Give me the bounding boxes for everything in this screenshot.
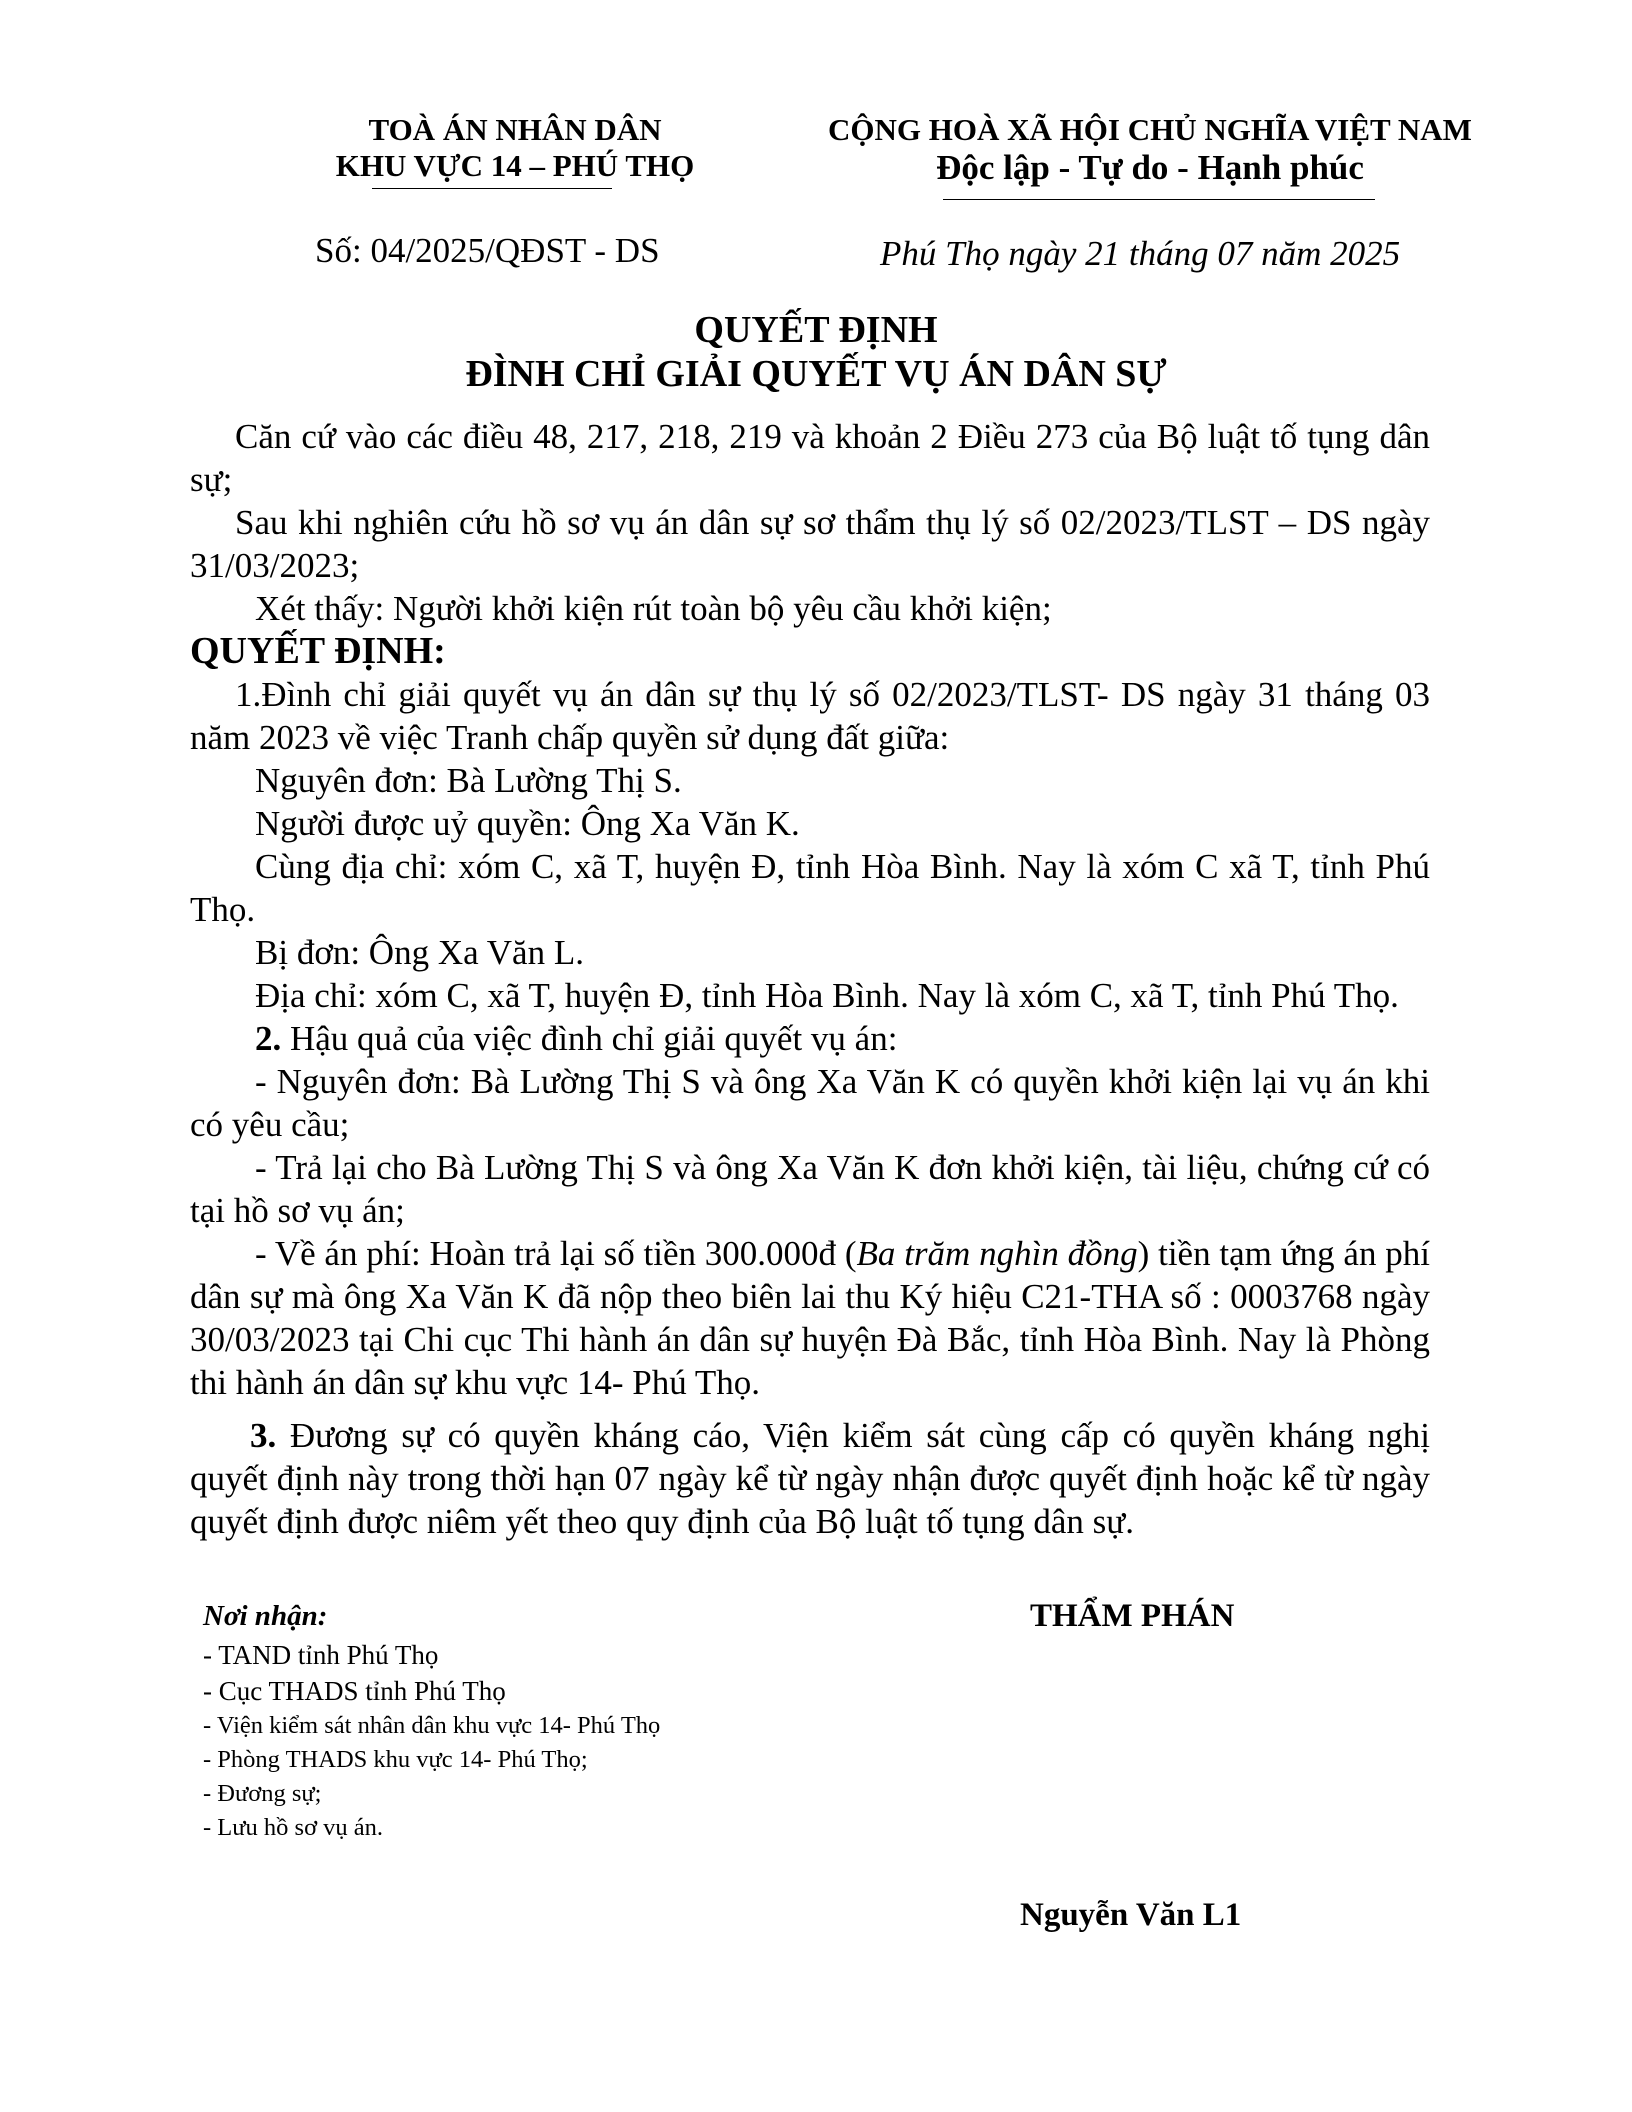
document-title: QUYẾT ĐỊNH — [694, 309, 938, 351]
item-3-number: 3. — [250, 1416, 277, 1455]
item-2-number: 2. — [255, 1019, 282, 1058]
recipient-item: - Đương sự; — [203, 1780, 322, 1807]
item-2-heading-text: Hậu quả của việc đình chỉ giải quyết vụ án: — [281, 1019, 898, 1058]
document-subtitle: ĐÌNH CHỈ GIẢI QUYẾT VỤ ÁN DÂN SỰ — [465, 353, 1167, 395]
plaintiff: Nguyên đơn: Bà Lường Thị S. — [255, 761, 682, 800]
decision-number: Số: 04/2025/QĐST - DS — [315, 231, 660, 270]
court-fee — [190, 1232, 1430, 1404]
defendant-address: Địa chỉ: xóm C, xã T, huyện Đ, tỉnh Hòa Bình. Nay là xóm C, xã T, tỉnh Phú Thọ. — [255, 976, 1399, 1015]
recipient-item: - Cục THADS tỉnh Phú Thọ — [203, 1676, 506, 1706]
item-3 — [190, 1414, 1430, 1543]
defendant: Bị đơn: Ông Xa Văn L. — [255, 933, 584, 972]
document-body — [190, 415, 1430, 1543]
court-fee-words: Ba trăm nghìn đồng — [856, 1234, 1138, 1273]
plaintiff-address: Cùng địa chỉ: xóm C, xã T, huyện Đ, tỉnh Hòa Bình. Nay là xóm C xã T, tỉnh Phú Thọ. — [190, 847, 1430, 929]
consequence-2: - Trả lại cho Bà Lường Thị S và ông Xa Văn K đơn khởi kiện, tài liệu, chứng cứ có tại hồ sơ vụ án; — [190, 1148, 1430, 1230]
recipients-title: Nơi nhận: — [203, 1600, 328, 1632]
authorized-representative: Người được uỷ quyền: Ông Xa Văn K. — [255, 804, 800, 843]
item-2-heading — [190, 1017, 1430, 1060]
recipient-item: - Phòng THADS khu vực 14- Phú Thọ; — [203, 1746, 588, 1773]
finding: Xét thấy: Người khởi kiện rút toàn bộ yêu cầu khởi kiện; — [255, 589, 1052, 628]
case-review: Sau khi nghiên cứu hồ sơ vụ án dân sự sơ thẩm thụ lý số 02/2023/TLST – DS ngày 31/03/2023; — [190, 503, 1430, 585]
recipient-item: - TAND tỉnh Phú Thọ — [203, 1640, 439, 1670]
consequence-1: - Nguyên đơn: Bà Lường Thị S và ông Xa Văn K có quyền khởi kiện lại vụ án khi có yêu cầu; — [190, 1062, 1430, 1144]
item-3-text: Đương sự có quyền kháng cáo, Viện kiểm sát cùng cấp có quyền kháng nghị quyết định này trong thời hạn 07 ngày kể từ ngày nhận được quyết định hoặc kể từ ngày quyết định được niêm yết theo quy định của Bộ luật tố tụng dân sự. — [190, 1416, 1430, 1541]
court-name-line2: KHU VỰC 14 – PHÚ THỌ — [335, 148, 695, 183]
item-1-text: 1.Đình chỉ giải quyết vụ án dân sự thụ lý số 02/2023/TLST- DS ngày 31 tháng 03 năm 2023 về việc Tranh chấp quyền sử dụng đất giữa: — [190, 675, 1430, 757]
judge-name: Nguyễn Văn L1 — [1020, 1897, 1242, 1933]
judge-title: THẨM PHÁN — [1030, 1598, 1235, 1634]
recipient-item: - Viện kiểm sát nhân dân khu vực 14- Phú Thọ — [203, 1712, 661, 1739]
court-name-line1: TOÀ ÁN NHÂN DÂN — [368, 112, 662, 147]
court-fee-before: - Về án phí: Hoàn trả lại số tiền 300.000đ ( — [255, 1234, 857, 1273]
national-motto: Độc lập - Tự do - Hạnh phúc — [936, 148, 1364, 187]
place-date: Phú Thọ ngày 21 tháng 07 năm 2025 — [880, 234, 1401, 273]
court-underline — [372, 188, 612, 189]
motto-underline — [943, 199, 1375, 200]
court-fee-after: ) tiền tạm ứng án phí dân sự mà ông Xa Văn K đã nộp theo biên lai thu Ký hiệu C21-THA số : 0003768 ngày 30/03/2023 tại Chi cục Thi hành án dân sự huyện Đà Bắc, tỉnh Hòa Bình. Nay là Phòng thi hành án dân sự khu vực 14- Phú Thọ. — [190, 1234, 1430, 1402]
legal-basis: Căn cứ vào các điều 48, 217, 218, 219 và khoản 2 Điều 273 của Bộ luật tố tụng dân sự; — [190, 417, 1430, 499]
national-title: CỘNG HOÀ XÃ HỘI CHỦ NGHĨA VIỆT NAM — [828, 112, 1472, 147]
decision-heading: QUYẾT ĐỊNH: — [190, 630, 446, 672]
recipient-item: - Lưu hồ sơ vụ án. — [203, 1814, 384, 1841]
